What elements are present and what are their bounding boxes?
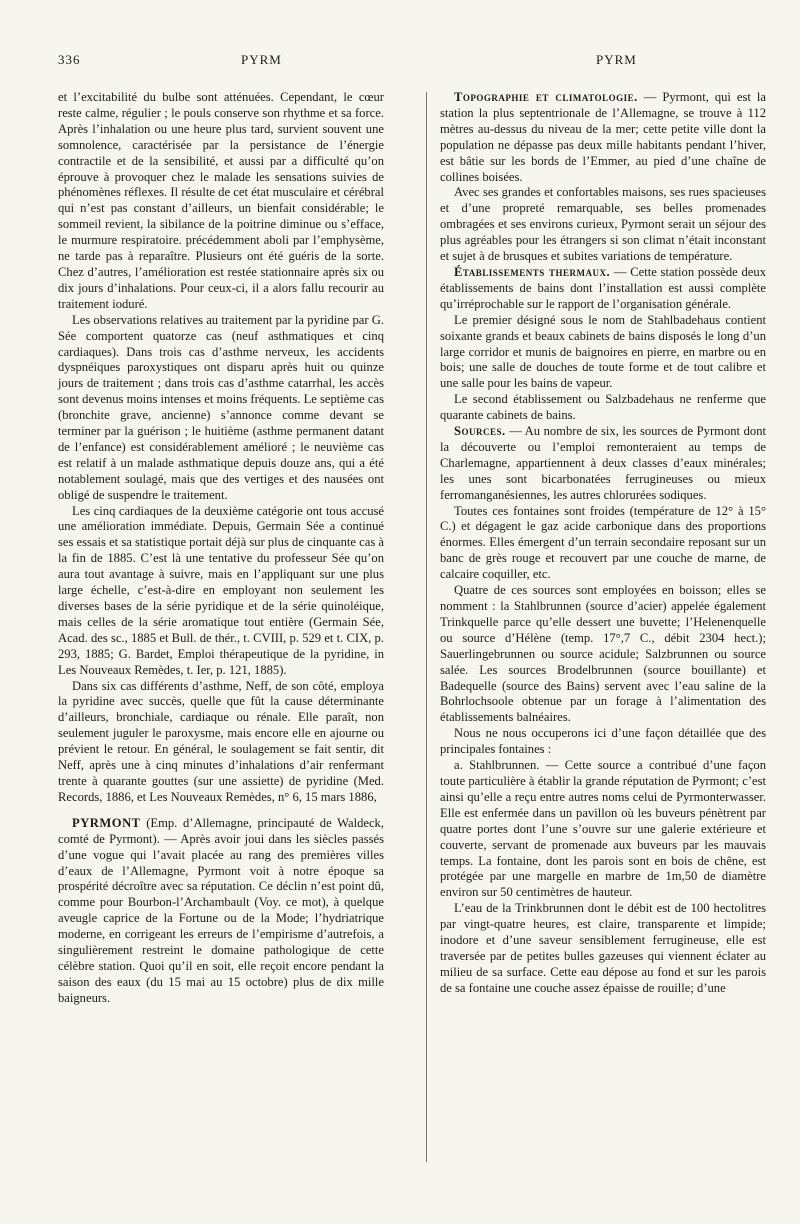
paragraph: Les cinq cardiaques de la deuxième catégorie ont tous accusé une amélioration immédiate. Depuis, Germain Sée a continué ses essais et sa statistique portait déjà sur plus de cinquante cas à la fin de 1885. C’est là une tentative du professeur Sée qu’on aura tout avantage à suivre, mais en l’appliquant sur une plus large échelle, c’est-à-dire en employant non seulement les diverses bases de la série pyridique et de la série quinoléique, mais celles de la série aromatique tout entière (Germain Sée, Acad. des sc., 1885 et Bull. de thér., t. CVIII, p. 529 et t. CIX, p. 293, 1885; G. Bardet, Emploi thérapeutique de la pyridine, in Les Nouveaux Remèdes, t. Ier, p. 121, 1885). [58,503,384,677]
running-header [58,52,778,76]
section-heading: Établissements thermaux. [454,264,611,279]
paragraph: a. Stahlbrunnen. — Cette source a contribué d’une façon toute particulière à établir la grande réputation de Pyrmont; c’est ainsi qu’elle a reçu entre autres noms celui de Pyrmonterwasser. Elle est enfermée dans un pavillon où les buveurs pénètrent par quatre portes dont l’une s’ouvre sur une galerie extérieure et couverte, servant de promenade aux buveurs par les mauvais temps. La fontaine, dont les parois sont en bois de chêne, est protégée par une margelle en marbre de 1m,50 de diamètre environ sur 50 centimètres de hauteur. [440,758,766,900]
paragraph: Le premier désigné sous le nom de Stahlbadehaus contient soixante grands et beaux cabinets de bains disposés le long d’un large corridor et munis de baignoires en pierre, en marbre ou en bois; une salle de douches de toute forme et de tout calibre et une salle pour les bains de vapeur. [440,312,766,391]
section-topographie: Topographie et climatologie. — Pyrmont, qui est la station la plus septentrionale de l’Allemagne, se trouve à 112 mètres au-dessus du niveau de la mer; cette petite ville dont la population ne dépasse pas deux mille habitants pendant l’hiver, est bâtie sur les bords de l’Emmer, au pied d’une chaîne de collines boisées. [440,90,766,184]
column-divider [426,92,427,1162]
paragraph: L’eau de la Trinkbrunnen dont le débit est de 100 hectolitres par vingt-quatre heures, est claire, transparente et limpide; inodore et d’une saveur sensiblement ferrugineuse, elle est traversée par de petites bulles gazeuses qui viennent éclater au milieu de sa surface. Cette eau dépose au fond et sur les parois de sa fontaine une couche assez épaisse de rouille; d’une [440,901,766,995]
paragraph: et l’excitabilité du bulbe sont atténuées. Cependant, le cœur reste calme, régulier ; le pouls conserve son rhythme et sa force. Après l’inhalation ou une heure plus tard, survient souvent une somnolence, caractérisée par la persistance de l’énergie contractile et de la sensibilité, et aussi par a difficulté qu’on éprouve à provoquer chez le malade les sensations suivies de phénomènes réflexes. Il résulte de cet état musculaire et cérébral qui n’est pas constant d’ailleurs, un bienfait considérable; le sommeil revient, la sibilance de la poitrine diminue ou s’efface, le murmure respiratoire. précédemment aboli par l’emphysème, ne tarde pas à reparaître. Plusieurs ont été guéris de la sorte. Chez d’autres, l’amélioration est restée stationnaire après six ou dix jours d’inhalations. Pour ceux-ci, il a alors fallu recourir au traitement ioduré. [58,90,384,311]
paragraph: Toutes ces fontaines sont froides (température de 12° à 15° C.) et dégagent le gaz acide carbonique dans des proportions énormes. Elles émergent d’un terrain secondaire reposant sur un banc de grès rouge et recouvert par une couche de marne, de calcaire coquiller, etc. [440,503,766,582]
right-column [440,90,766,997]
entry-headword: PYRMONT [72,815,141,830]
article-entry-pyrmont: PYRMONT (Emp. d’Allemagne, principauté de Waldeck, comté de Pyrmont). — Après avoir joui dans les siècles passés d’une vogue qui l’avait placée au rang des premières villes d’eaux de l’Allemagne, Pyrmont voit à notre époque sa prospérité décroître avec sa réputation. Ce déclin n’est point dû, comme pour Bourbon-l’Archambault (Voy. ce mot), à quelque aveugle caprice de la Fortune ou de la Mode; l’hydriatrique moderne, en corrigeant les erreurs de l’empirisme d’autrefois, a singulièrement restreint le domaine pathologique de cette célèbre station. Quoi qu’il en soit, elle reçoit encore pendant la saison des eaux (du 15 mai au 15 octobre) plus de dix mille baigneurs. [58,815,384,1005]
paragraph: Avec ses grandes et confortables maisons, ses rues spacieuses et d’une propreté remarquable, ses belles promenades ombragées et ses environs curieux, Pyrmont serait un séjour des plus agréables pour les étrangers si son climat n’était inconstant et sujet à de brusques et subites variations de température. [440,185,766,264]
paragraph: Nous ne nous occuperons ici d’une façon détaillée que des principales fontaines : [440,726,766,757]
section-heading: Topographie et climatologie. [454,90,638,104]
section-sources: Sources. — Au nombre de six, les sources de Pyrmont dont la découverte ou l’emploi remonteraient au temps de Charlemagne, appartiennent à deux classes d’eaux minérales; les unes sont bicarbonatées ferrugineuses ou mieux ferromanganésiennes, les autres chlorurées sodiques. [440,424,766,502]
section-etablissements: Établissements thermaux. — Cette station possède deux établissements de bains dont l’installation est aussi complète qu’irréprochable sur le rapport de l’organisation générale. [440,264,766,311]
section-heading: Sources. [454,424,506,439]
left-column [58,90,384,1007]
paragraph: Quatre de ces sources sont employées en boisson; elles se nomment : la Stahlbrunnen (source d’acier) appelée également Trinkquelle parce qu’elle dessert une buvette; l’Helenenquelle ou source d’Hélène (temp. 17°,7 C., débit 2304 hect.); Sauerlingebrunnen ou source acidule; Salzbrunnen ou source salée. Les sources Brodelbrunnen (source bouillante) et Badequelle (source des Bains) servent avec l’eau saline de la Bohrlochsoole obtenue par un forage à l’alimentation des établissements balnéaires. [440,583,766,725]
right-running-head: PYRM [596,52,637,67]
paragraph: Les observations relatives au traitement par la pyridine par G. Sée comportent quatorze cas (neuf asthmatiques et cinq cardiaques). Dans trois cas d’asthme nerveux, les accidents dyspnéiques paroxystiques ont disparu après huit ou quinze jours de traitement ; dans trois cas d’asthme catarrhal, les accès sont devenus moins intenses et moins fréquents. Le septième cas (bronchite grave, ancienne) s’annonce comme devant se terminer par la guérison ; le huitième (asthme permanent datant de l’enfance) est considérablement amélioré ; le neuvième cas est relatif à un malade asthmatique depuis douze ans, qui a été notablement soulagé, mais que des vertiges et des nausées ont obligé de suspendre le traitement. [58,312,384,502]
paragraph: Dans six cas différents d’asthme, Neff, de son côté, employa la pyridine avec succès, quelle que fût la cause déterminante d’ailleurs, bronchiale, cardiaque ou rénale. Elle paraît, non seulement juguler le paroxysme, mais encore elle en ajourne ou prévient le retour. En général, le soulagement se fait sentir, dit Neff, après une à cinq minutes d’inhalations d’air renfermant trente à quarante gouttes (sur une assiette) de pyridine (Med. Records, 1886, et Les Nouveaux Remèdes, n° 6, 15 mars 1886, [58,678,384,804]
paragraph: Le second établissement ou Salzbadehaus ne renferme que quarante cabinets de bains. [440,392,766,423]
left-running-head: PYRM [241,52,282,67]
page-number: 336 [58,52,81,67]
